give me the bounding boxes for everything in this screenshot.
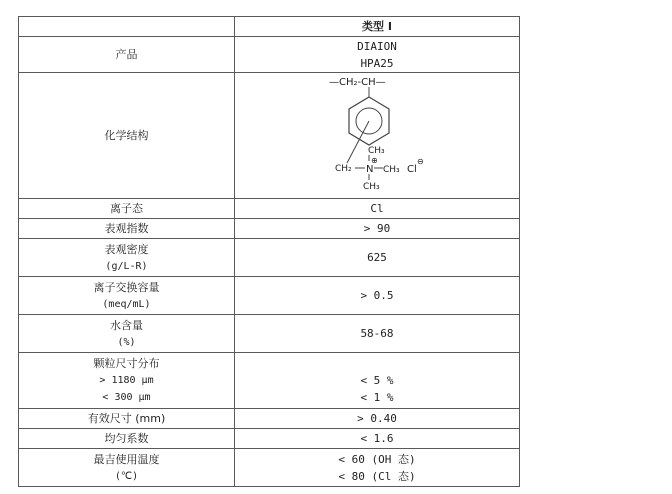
nitrogen-text: N bbox=[366, 163, 374, 175]
ch3-right-text: CH₃ bbox=[383, 164, 400, 175]
exchange-capacity-value: > 0.5 bbox=[235, 277, 520, 315]
ch3-top-text: CH₃ bbox=[368, 145, 385, 156]
apparent-density-title: 表观密度 bbox=[104, 242, 149, 256]
effective-size-label: 有效尺寸 (mm) bbox=[19, 409, 235, 429]
minus-charge-text: ⊖ bbox=[417, 156, 424, 166]
particle-size-values bbox=[235, 353, 520, 409]
effective-size-row bbox=[19, 409, 520, 429]
water-content-unit: (%) bbox=[117, 336, 136, 348]
appearance-index-label: 表观指数 bbox=[19, 219, 235, 239]
plus-charge-text: ⊕ bbox=[371, 155, 378, 165]
max-temperature-values bbox=[235, 449, 520, 487]
apparent-density-value: 625 bbox=[235, 239, 520, 277]
max-temperature-oh: < 60 (OH 态) bbox=[338, 452, 416, 466]
particle-size-label bbox=[19, 353, 235, 409]
particle-size-row bbox=[19, 353, 520, 409]
product-row bbox=[19, 37, 520, 73]
particle-size-spacer bbox=[235, 355, 519, 372]
max-temperature-title: 最吉使用温度 bbox=[93, 452, 160, 466]
appearance-index-row bbox=[19, 219, 520, 239]
max-temperature-cl: < 80 (Cl 态) bbox=[338, 469, 416, 483]
ch3-bottom-text: CH₃ bbox=[363, 181, 380, 192]
apparent-density-unit: (g/L-R) bbox=[105, 260, 148, 272]
spec-table bbox=[18, 16, 520, 487]
exchange-capacity-title: 离子交换容量 bbox=[93, 280, 160, 294]
effective-size-value: > 0.40 bbox=[235, 409, 520, 429]
product-grade: HPA25 bbox=[360, 56, 394, 70]
product-name: DIAION bbox=[357, 39, 397, 53]
water-content-row bbox=[19, 315, 520, 353]
water-content-title: 水含量 bbox=[110, 318, 143, 332]
header-row bbox=[19, 17, 520, 37]
exchange-capacity-row bbox=[19, 277, 520, 315]
water-content-label bbox=[19, 315, 235, 353]
structure-row bbox=[19, 73, 520, 199]
chemical-structure-diagram bbox=[307, 75, 447, 197]
max-temperature-unit: (℃) bbox=[114, 470, 139, 482]
structure-cell bbox=[235, 73, 520, 199]
appearance-index-value: > 90 bbox=[235, 219, 520, 239]
structure-label: 化学结构 bbox=[19, 73, 235, 199]
ionic-form-label: 离子态 bbox=[19, 199, 235, 219]
header-blank-cell bbox=[19, 17, 235, 37]
water-content-value: 58-68 bbox=[235, 315, 520, 353]
particle-size-large: > 1180 μm bbox=[99, 375, 154, 386]
particle-size-small: < 300 μm bbox=[102, 392, 151, 403]
product-label: 产品 bbox=[19, 37, 235, 73]
chloride-text: Cl bbox=[407, 163, 417, 175]
uniformity-label: 均匀系数 bbox=[19, 429, 235, 449]
max-temperature-label bbox=[19, 449, 235, 487]
particle-size-small-value: < 1 % bbox=[360, 391, 394, 404]
apparent-density-row bbox=[19, 239, 520, 277]
exchange-capacity-label bbox=[19, 277, 235, 315]
ch2-text: CH₂ bbox=[335, 163, 352, 174]
particle-size-title: 颗粒尺寸分布 bbox=[93, 357, 160, 370]
max-temperature-row bbox=[19, 449, 520, 487]
apparent-density-label bbox=[19, 239, 235, 277]
header-type-cell: 类型 I bbox=[235, 17, 520, 37]
exchange-capacity-unit: (meq/mL) bbox=[102, 298, 151, 310]
particle-size-large-value: < 5 % bbox=[360, 374, 394, 387]
ionic-form-value: Cl bbox=[235, 199, 520, 219]
uniformity-row bbox=[19, 429, 520, 449]
backbone-text: —CH₂-CH— bbox=[329, 76, 386, 88]
uniformity-value: < 1.6 bbox=[235, 429, 520, 449]
product-value bbox=[235, 37, 520, 73]
ionic-form-row bbox=[19, 199, 520, 219]
